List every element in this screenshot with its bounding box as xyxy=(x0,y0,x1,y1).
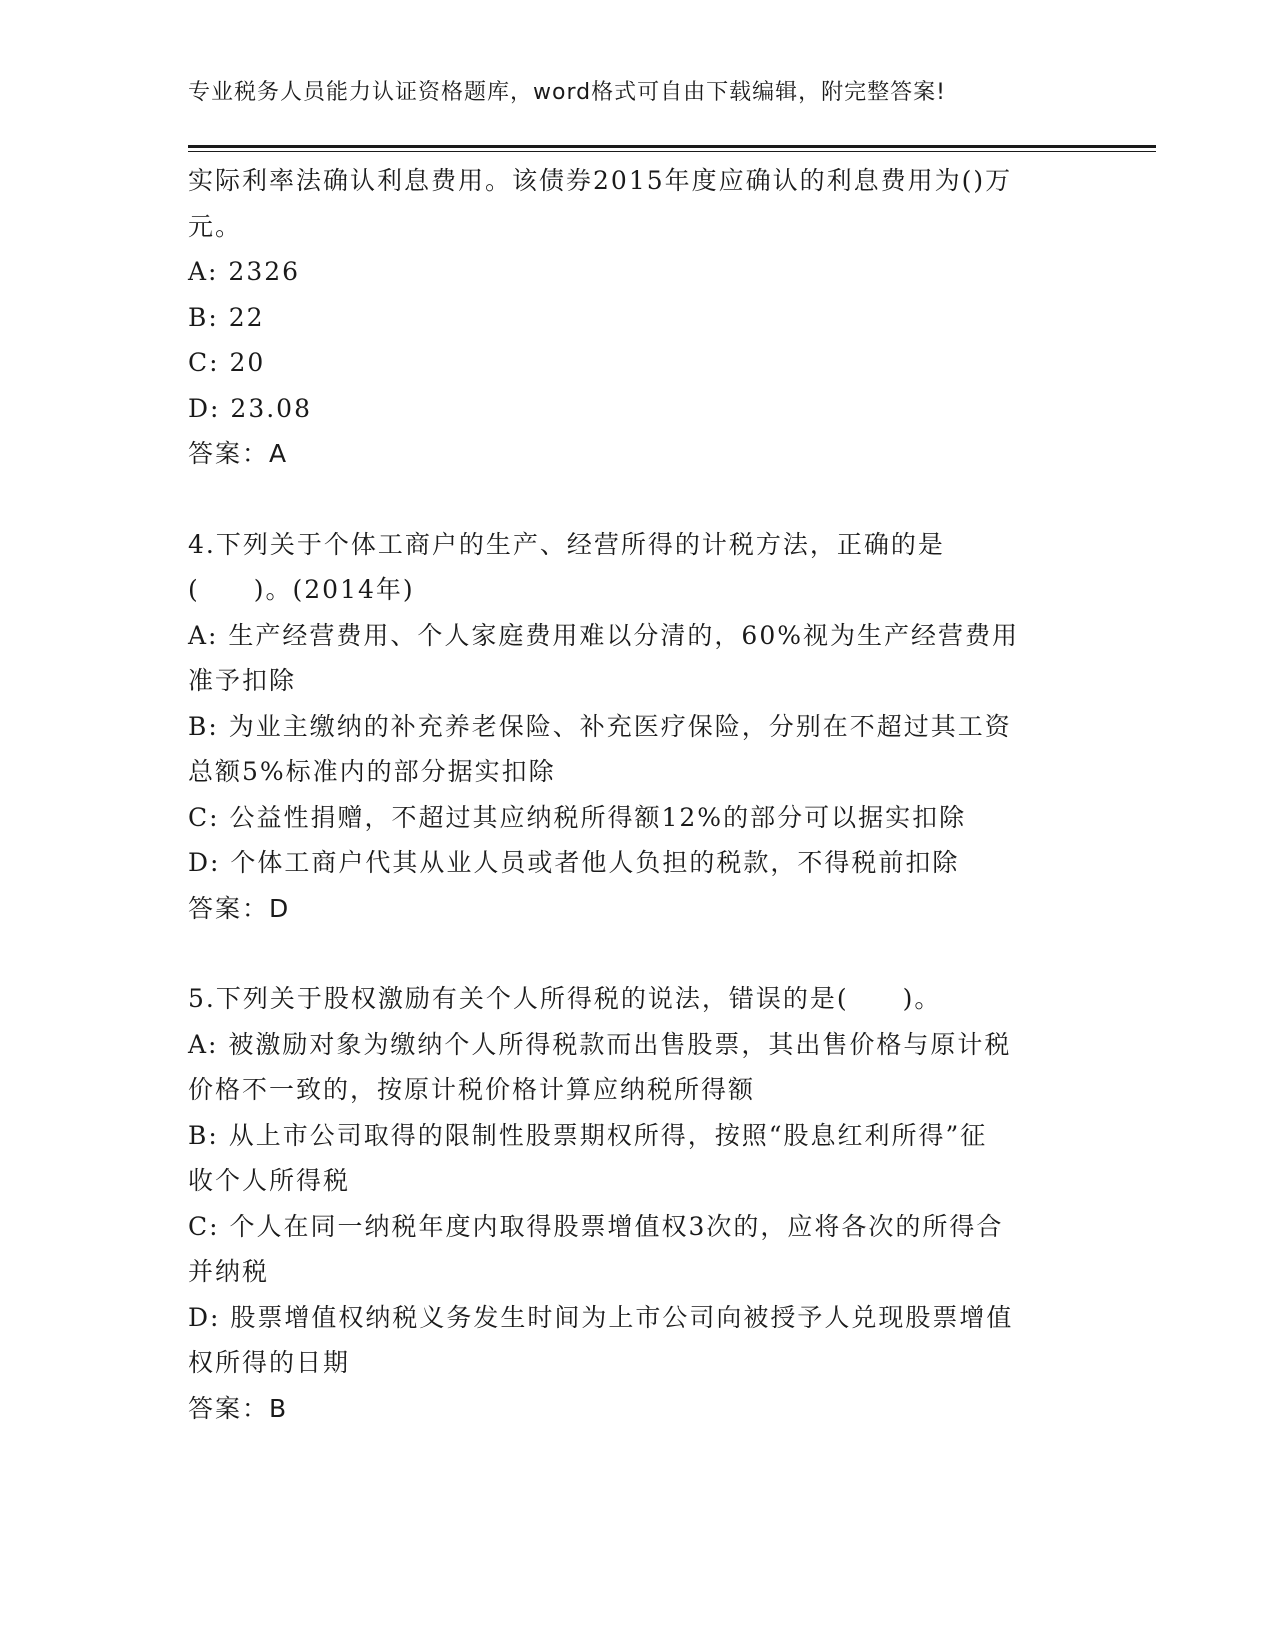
spacer xyxy=(188,477,1088,522)
question-4 xyxy=(188,522,1088,932)
answer-line: 答案：A xyxy=(188,439,289,468)
option-line: 收个人所得税 xyxy=(188,1166,351,1195)
question-stem-line: ( )。(2014年) xyxy=(188,575,415,604)
option-line: 总额5%标准内的部分据实扣除 xyxy=(188,757,556,786)
option-line: B: 为业主缴纳的补充养老保险、补充医疗保险，分别在不超过其工资 xyxy=(188,711,1012,741)
option-a: A: 2326 xyxy=(188,257,301,286)
page-header: 专业税务人员能力认证资格题库，word格式可自由下载编辑，附完整答案! xyxy=(188,80,946,105)
option-d: D: 23.08 xyxy=(188,393,312,423)
question-stem-line: 4.下列关于个体工商户的生产、经营所得的计税方法，正确的是 xyxy=(188,529,945,559)
option-line: 价格不一致的，按原计税价格计算应纳税所得额 xyxy=(188,1075,756,1104)
option-line: B: 从上市公司取得的限制性股票期权所得，按照“股息红利所得”征 xyxy=(188,1120,988,1150)
option-c: C: 20 xyxy=(188,348,266,377)
option-line: D: 个体工商户代其从业人员或者他人负担的税款，不得税前扣除 xyxy=(188,848,960,877)
option-line: A: 被激励对象为缴纳个人所得税款而出售股票，其出售价格与原计税 xyxy=(188,1029,1012,1059)
question-stem-line: 元。 xyxy=(188,211,243,241)
spacer xyxy=(188,931,1088,976)
question-stem-line: 实际利率法确认利息费用。该债券2015年度应确认的利息费用为()万 xyxy=(188,166,1013,195)
question-3-continuation xyxy=(188,158,1088,477)
option-line: 并纳税 xyxy=(188,1257,270,1286)
option-line: 权所得的日期 xyxy=(188,1348,351,1377)
header-rule xyxy=(188,145,1156,148)
option-line: A: 生产经营费用、个人家庭费用难以分清的，60%视为生产经营费用 xyxy=(188,620,1019,650)
header-rule-thin xyxy=(188,151,1156,152)
option-line: C: 个人在同一纳税年度内取得股票增值权3次的，应将各次的所得合 xyxy=(188,1211,1004,1241)
answer-line: 答案：D xyxy=(188,893,291,923)
option-line: 准予扣除 xyxy=(188,666,297,695)
option-line: C: 公益性捐赠，不超过其应纳税所得额12%的部分可以据实扣除 xyxy=(188,802,967,832)
question-stem-line: 5.下列关于股权激励有关个人所得税的说法，错误的是( )。 xyxy=(188,984,942,1013)
answer-line: 答案：B xyxy=(188,1393,289,1423)
document-body xyxy=(188,158,1088,1431)
option-line: D: 股票增值权纳税义务发生时间为上市公司向被授予人兑现股票增值 xyxy=(188,1302,1014,1332)
option-b: B: 22 xyxy=(188,302,265,332)
question-5 xyxy=(188,976,1088,1431)
